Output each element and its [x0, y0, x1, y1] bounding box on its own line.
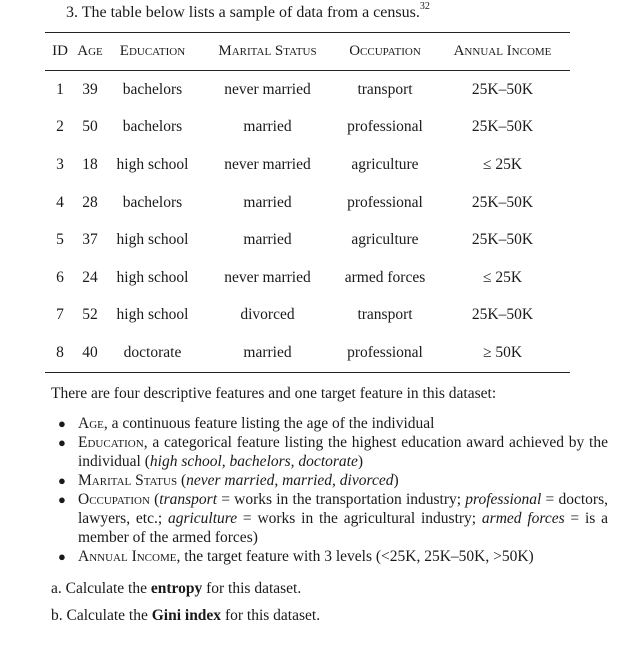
cell-occupation: transport	[357, 306, 413, 324]
feature-desc-part: = works in the transportation industry;	[217, 491, 466, 508]
feature-item	[58, 547, 608, 566]
cell-marital-status: never married	[224, 155, 311, 173]
cell-id: 7	[56, 306, 64, 324]
cell-marital-status: married	[200, 334, 335, 372]
col-header-age: Age	[75, 33, 105, 71]
cell-marital-status: married	[243, 118, 292, 136]
bullet-icon: ●	[58, 473, 66, 488]
cell-marital-status: divorced	[240, 306, 295, 324]
feature-value-term: armed forces	[481, 510, 565, 527]
cell-age: 18	[82, 155, 98, 173]
cell-occupation: agriculture	[351, 231, 419, 249]
features-intro: There are four descriptive features and one target feature in this dataset:	[51, 385, 497, 402]
table-row	[45, 109, 570, 147]
cell-education: high school	[116, 306, 189, 324]
bullet-icon: ●	[58, 435, 66, 450]
cell-id: 1	[56, 80, 64, 98]
table-row	[45, 71, 570, 109]
cell-marital-status: never married	[224, 80, 311, 98]
cell-id: 5	[56, 231, 64, 249]
bullet-icon: ●	[58, 549, 66, 564]
table-row	[45, 146, 570, 184]
cell-education: high school	[116, 231, 189, 249]
cell-occupation: armed forces	[344, 268, 426, 286]
question-a-prefix: a. Calculate the	[51, 580, 151, 597]
bullet-icon: ●	[58, 492, 66, 507]
feature-item	[58, 433, 608, 471]
cell-id: 4	[56, 193, 64, 211]
feature-desc: (	[177, 472, 187, 489]
feature-item	[58, 490, 608, 547]
table-row	[45, 184, 570, 222]
cell-occupation: professional	[347, 118, 423, 136]
question-number: 3.	[66, 4, 78, 21]
feature-value-term: professional	[465, 491, 542, 508]
cell-education: bachelors	[122, 193, 183, 211]
cell-annual-income: 25K–50K	[471, 80, 534, 98]
feature-name: Occupation	[78, 491, 150, 508]
question-a-suffix: for this dataset.	[202, 580, 302, 597]
feature-item	[58, 471, 608, 490]
cell-education: bachelors	[122, 80, 183, 98]
question-b	[51, 607, 320, 625]
cell-occupation: professional	[335, 334, 435, 372]
question-a	[51, 580, 301, 598]
feature-desc: , a categorical feature listing the highest education award achieved by the individual (	[78, 434, 608, 470]
cell-education: high school	[116, 155, 189, 173]
question-text: The table below lists a sample of data from a census.	[81, 4, 420, 21]
table-row	[45, 221, 570, 259]
feature-levels: high school, bachelors, doctorate	[149, 453, 358, 470]
col-header-education: Education	[105, 33, 200, 71]
cell-age: 39	[82, 80, 98, 98]
cell-id: 6	[56, 268, 64, 286]
cell-education: doctorate	[105, 334, 200, 372]
table-row	[45, 334, 570, 372]
question-b-prefix: b. Calculate the	[51, 607, 152, 624]
cell-annual-income: 25K–50K	[471, 306, 534, 324]
feature-desc-part: = doctors, lawyers, etc.;	[78, 491, 608, 527]
cell-age: 37	[82, 231, 98, 249]
features-list	[58, 414, 608, 566]
cell-annual-income: 25K–50K	[471, 193, 534, 211]
cell-id: 3	[56, 155, 64, 173]
cell-age: 52	[82, 306, 98, 324]
col-header-marital-status: Marital Status	[200, 33, 335, 71]
cell-age: 40	[75, 334, 105, 372]
footnote-marker: 32	[419, 0, 430, 12]
question-heading	[66, 0, 430, 22]
cell-age: 24	[82, 268, 98, 286]
feature-name: Marital Status	[78, 472, 178, 489]
cell-annual-income: ≤ 25K	[482, 155, 523, 173]
cell-annual-income: ≤ 25K	[482, 268, 523, 286]
col-header-annual-income: Annual Income	[435, 33, 570, 71]
table-row	[45, 297, 570, 335]
cell-annual-income: ≥ 50K	[435, 334, 570, 372]
table-row	[45, 259, 570, 297]
feature-desc-part: (	[149, 491, 160, 508]
table-body	[45, 71, 570, 373]
cell-id: 8	[45, 334, 75, 372]
question-b-term: Gini index	[151, 607, 222, 624]
cell-occupation: agriculture	[351, 155, 419, 173]
cell-marital-status: married	[243, 193, 292, 211]
col-header-id: ID	[45, 33, 75, 71]
bullet-icon: ●	[58, 416, 66, 431]
feature-levels: never married, married, divorced	[186, 472, 394, 489]
cell-age: 50	[82, 118, 98, 136]
feature-name: Annual Income	[78, 548, 177, 565]
question-a-term: entropy	[150, 580, 203, 597]
col-header-occupation: Occupation	[335, 33, 435, 71]
feature-name: Education	[78, 434, 144, 451]
cell-annual-income: 25K–50K	[471, 231, 534, 249]
feature-desc: , the target feature with 3 levels (<25K, 25K–50K, >50K)	[176, 548, 534, 565]
feature-desc-part: = works in the agricultural industry;	[237, 510, 482, 527]
feature-value-term: transport	[159, 491, 218, 508]
census-table	[45, 32, 570, 373]
feature-desc-tail: )	[393, 472, 399, 489]
feature-name: Age	[78, 415, 104, 432]
cell-education: high school	[116, 268, 189, 286]
feature-desc-part: = is a member of the armed forces)	[78, 510, 608, 546]
question-b-suffix: for this dataset.	[221, 607, 321, 624]
table-header-row	[45, 33, 570, 71]
cell-age: 28	[82, 193, 98, 211]
feature-value-term: agriculture	[167, 510, 238, 527]
cell-occupation: transport	[357, 80, 413, 98]
cell-annual-income: 25K–50K	[471, 118, 534, 136]
feature-item	[58, 414, 608, 433]
cell-occupation: professional	[347, 193, 423, 211]
cell-education: bachelors	[122, 118, 183, 136]
feature-desc: , a continuous feature listing the age of the individual	[103, 415, 435, 432]
feature-desc-tail: )	[357, 453, 364, 470]
cell-marital-status: never married	[224, 268, 311, 286]
cell-id: 2	[56, 118, 64, 136]
cell-marital-status: married	[243, 231, 292, 249]
